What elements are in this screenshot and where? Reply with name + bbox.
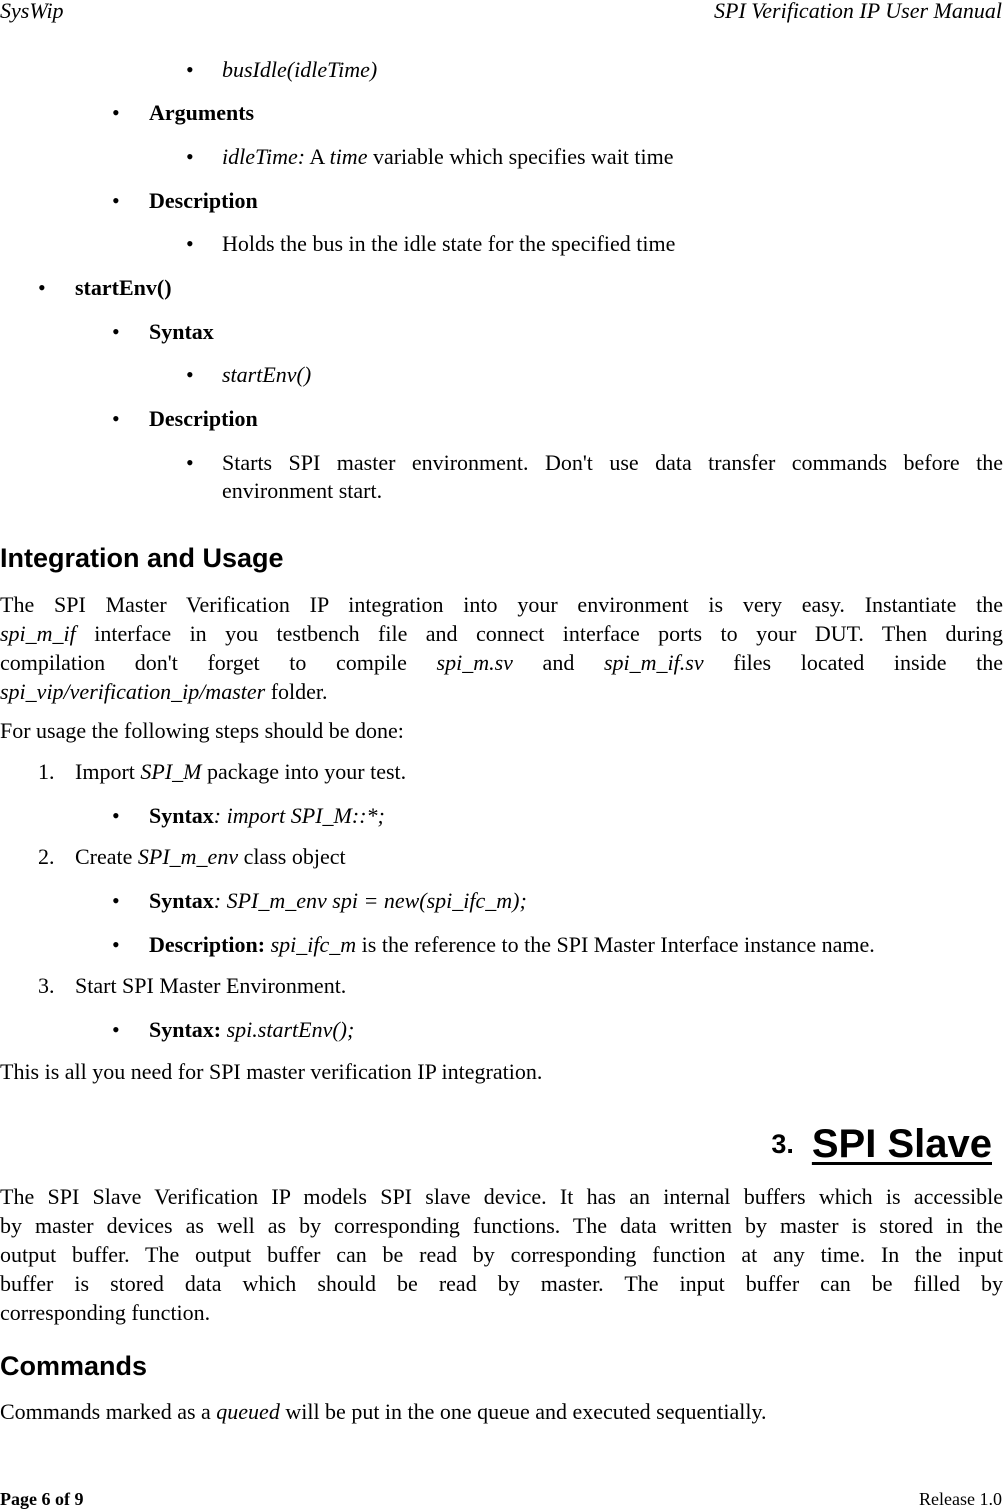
step-text: Start SPI Master Environment. [75,973,347,998]
description-text: Starts SPI master environment. Don't use data transfer commands before the environment start. [222,450,1003,503]
bullet-icon: • [112,1017,120,1042]
usage-intro: For usage the following steps should be done: [0,718,404,743]
syntax-example: busIdle(idleTime) [222,57,378,82]
step-text: Create SPI_m_env class object [75,844,346,869]
bullet-icon: • [112,803,120,828]
chapter-title: SPI Slave [811,1122,992,1166]
syntax-line: Syntax: SPI_m_env spi = new(spi_ifc_m); [149,888,527,913]
release-label: Release 1.0 [919,1489,1002,1509]
bullet-icon: • [38,275,46,300]
header-title: SysWip [0,0,64,23]
bullet-icon: • [112,406,120,431]
integration-paragraph: The SPI Master Verification IP integration into your environment is very easy. Instantiate the spi_m_if interface in you testbench file and connect interface ports to your DUT. Then during compilation don't forget to compile spi_m.sv and spi_m_if.sv files located inside the spi_vip/verification_ip/master folder. [0,592,1004,704]
syntax-label: Syntax [149,319,214,344]
argument-description: idleTime: A time variable which specifies wait time [222,144,674,169]
bullet-icon: • [112,932,120,957]
commands-heading: Commands [0,1351,148,1381]
bullet-icon: • [186,57,194,82]
bullet-icon: • [186,450,194,475]
bullet-icon: • [186,144,194,169]
chapter-number: 3. [771,1129,794,1159]
chapter-heading [771,1122,992,1167]
step-number: 3. [38,973,55,998]
arguments-label: Arguments [149,100,255,125]
description-text: Holds the bus in the idle state for the specified time [222,231,676,256]
description-label: Description [149,188,258,213]
description-label: Description [149,406,258,431]
syntax-example: startEnv() [222,362,312,387]
header-manual-title: SPI Verification IP User Manual [714,0,1002,23]
step-text: Import SPI_M package into your test. [75,759,407,784]
bullet-icon: • [186,231,194,256]
slave-paragraph: The SPI Slave Verification IP models SPI slave device. It has an internal buffers which is accessible by master devices as well as by corresponding functions. The data written by master is stored in the output buffer. The output buffer can be read by corresponding function at any time. In the input buffer is stored data which should be read by master. The input buffer can be filled by corresponding function. [0,1184,1003,1325]
step-number: 1. [38,759,55,784]
page-number: Page 6 of 9 [0,1489,84,1509]
syntax-line: Syntax: spi.startEnv(); [149,1017,355,1042]
bullet-icon: • [112,188,120,213]
step-number: 2. [38,844,55,869]
summary-text: This is all you need for SPI master verification IP integration. [0,1059,543,1084]
section-heading: Integration and Usage [0,543,284,573]
bullet-icon: • [112,100,120,125]
bullet-icon: • [186,362,194,387]
bullet-icon: • [112,319,120,344]
bullet-icon: • [112,888,120,913]
command-name: startEnv() [75,275,172,300]
syntax-line: Syntax: import SPI_M::*; [149,803,385,828]
commands-text: Commands marked as a queued will be put in the one queue and executed sequentially. [0,1399,767,1424]
description-line: Description: spi_ifc_m is the reference to the SPI Master Interface instance name. [149,932,875,957]
